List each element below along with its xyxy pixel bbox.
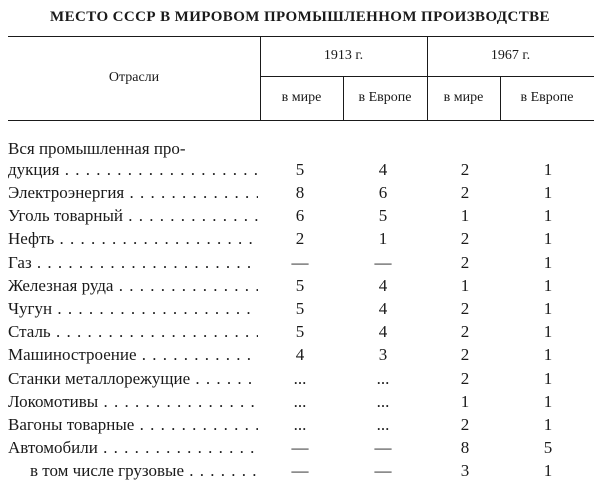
table-cell: 8 [460, 438, 470, 457]
table-cell: 2 [460, 253, 470, 272]
table-cell: 2 [460, 369, 470, 388]
table-cell: 1 [378, 229, 388, 248]
table-cell: 5 [295, 276, 305, 295]
table-cell: 2 [460, 183, 470, 202]
table-cell: ... [376, 415, 390, 434]
row-label: Нефть . . . [8, 229, 258, 249]
table-cell: ... [293, 415, 307, 434]
header-1913-europe: в Европе [358, 90, 412, 105]
table-cell: 5 [295, 160, 305, 179]
table-cell: 2 [460, 229, 470, 248]
table-cell: 1 [460, 392, 470, 411]
table-cell: 1 [543, 345, 553, 364]
table-title: МЕСТО СССР В МИРОВОМ ПРОМЫШЛЕННОМ ПРОИЗВОДСТВЕ [50, 9, 550, 25]
table-cell: 1 [543, 322, 553, 341]
table-cell: ... [293, 392, 307, 411]
table-cell: 5 [295, 299, 305, 318]
table-cell: 1 [543, 183, 553, 202]
row-label: в том числе грузовые . . . [8, 461, 258, 481]
header-top-rule [8, 36, 594, 37]
table-cell: 1 [543, 369, 553, 388]
header-branch: Отрасли [108, 70, 160, 85]
table-cell: 4 [378, 299, 388, 318]
header-1967-world: в мире [443, 90, 484, 105]
table-cell: 1 [460, 276, 470, 295]
header-year-1967: 1967 г. [490, 48, 531, 63]
table-cell: ... [376, 369, 390, 388]
table-cell: ... [293, 369, 307, 388]
table-cell: 1 [543, 206, 553, 225]
table-cell: 1 [543, 276, 553, 295]
row-label: дукция . . . [8, 160, 258, 180]
table-cell: 4 [295, 345, 305, 364]
table-cell: 2 [460, 299, 470, 318]
table-cell: 4 [378, 322, 388, 341]
row-label: Газ . . . [8, 253, 258, 273]
row-label-line1: Вся промышленная про- [8, 139, 186, 158]
table-cell: 1 [543, 229, 553, 248]
table-cell: 1 [460, 206, 470, 225]
header-bottom-rule [8, 120, 594, 121]
table-cell: 5 [543, 438, 553, 457]
table-cell: — [291, 438, 309, 457]
table-cell: — [374, 438, 392, 457]
table-cell: 2 [460, 322, 470, 341]
table-cell: 1 [543, 415, 553, 434]
table-cell: 2 [295, 229, 305, 248]
table-cell: 2 [460, 415, 470, 434]
table-cell: 1 [543, 299, 553, 318]
table-cell: 1 [543, 253, 553, 272]
table-cell: 6 [378, 183, 388, 202]
table-cell: 5 [378, 206, 388, 225]
table-cell: ... [376, 392, 390, 411]
table-cell: 1 [543, 160, 553, 179]
row-label: Сталь . . . [8, 322, 258, 342]
table-cell: — [374, 461, 392, 480]
table-cell: 8 [295, 183, 305, 202]
table-cell: 4 [378, 276, 388, 295]
row-label: Вагоны товарные . . . [8, 415, 258, 435]
row-label: Железная руда . . . [8, 276, 258, 296]
table-cell: — [374, 253, 392, 272]
table-cell: — [291, 253, 309, 272]
row-label: Локомотивы . . . [8, 392, 258, 412]
header-1913-world: в мире [281, 90, 322, 105]
header-year-1913: 1913 г. [323, 48, 364, 63]
table-cell: 2 [460, 160, 470, 179]
table-cell: 6 [295, 206, 305, 225]
table-cell: — [291, 461, 309, 480]
table-cell: 3 [460, 461, 470, 480]
row-label: Машиностроение . . . [8, 345, 258, 365]
row-label: Станки металлорежущие . . . [8, 369, 258, 389]
table-cell: 2 [460, 345, 470, 364]
header-1967-europe: в Европе [520, 90, 574, 105]
row-label: Уголь товарный . . . [8, 206, 258, 226]
row-label: Электроэнергия . . . [8, 183, 258, 203]
table-cell: 3 [378, 345, 388, 364]
row-label: Автомобили . . . [8, 438, 258, 458]
row-label: Чугун . . . [8, 299, 258, 319]
table-cell: 5 [295, 322, 305, 341]
table-cell: 1 [543, 392, 553, 411]
table-cell: 4 [378, 160, 388, 179]
table-cell: 1 [543, 461, 553, 480]
